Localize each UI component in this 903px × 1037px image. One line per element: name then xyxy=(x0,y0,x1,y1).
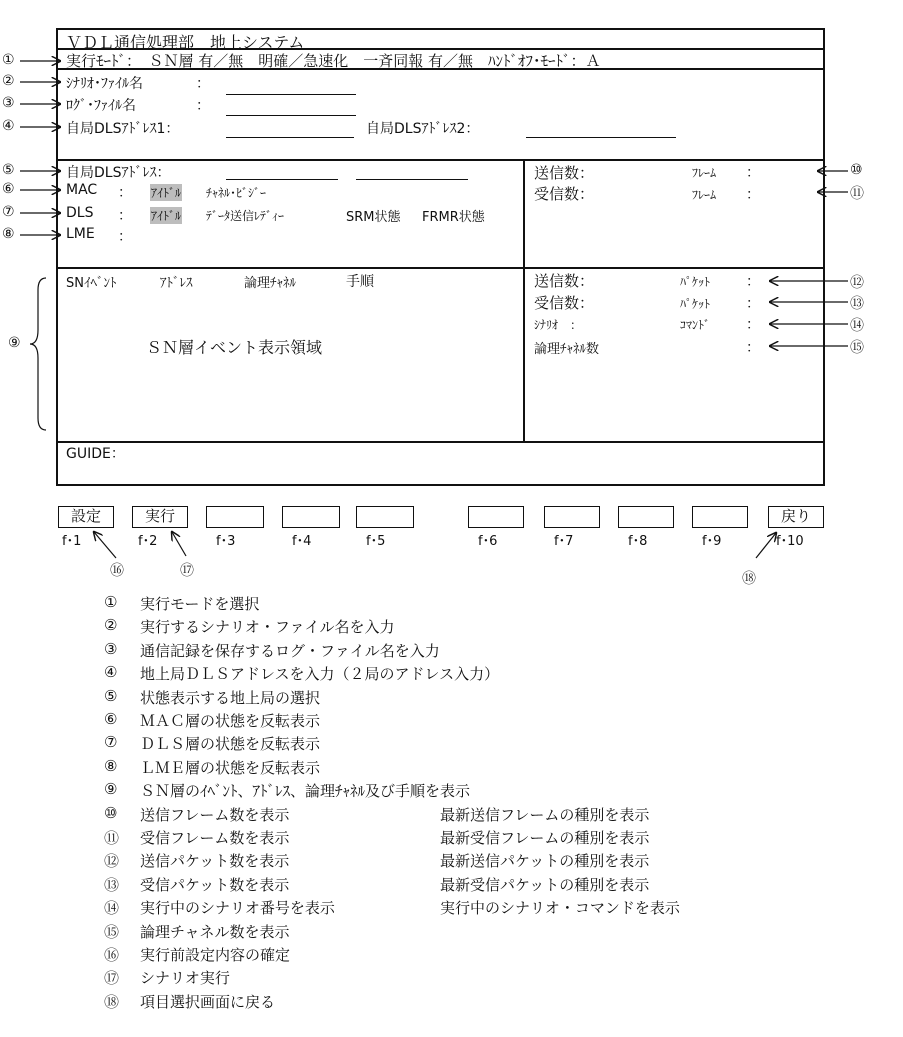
arrow-16 xyxy=(94,532,116,558)
legend-text: 項目選択画面に戻る xyxy=(140,993,276,1011)
legend-text: ＳＮ層のｲﾍﾞﾝﾄ、ｱﾄﾞﾚｽ、論理ﾁｬﾈﾙ及び手順を表示 xyxy=(140,782,471,800)
legend-text: 送信パケット数を表示 xyxy=(140,852,290,870)
screen-title: ＶＤＬ通信処理部 地上システム xyxy=(66,33,305,52)
callout-15: ⑮ xyxy=(850,340,864,356)
legend-number: ① xyxy=(104,593,118,611)
mac-state-idle: ｱｲﾄﾞﾙ xyxy=(151,186,182,200)
legend-number: ⑰ xyxy=(104,969,120,987)
lme-label: LME xyxy=(66,226,95,242)
dls-state-idle: ｱｲﾄﾞﾙ xyxy=(151,209,182,223)
f9-key-label: f･9 xyxy=(702,534,722,549)
dls-address-label: 自局DLSｱﾄﾞﾚｽ： xyxy=(66,165,171,181)
callout-1: ① xyxy=(2,52,15,68)
legend-number: ⑧ xyxy=(104,757,118,775)
legend-number: ⑤ xyxy=(104,687,118,705)
legend-text: ＭＡＣ層の状態を反転表示 xyxy=(140,712,321,730)
legend-text: 実行するシナリオ・ファイル名を入力 xyxy=(140,618,395,636)
frames-recv-unit: ﾌﾚｰﾑ xyxy=(692,188,717,202)
legend-number: ⑱ xyxy=(104,993,120,1011)
legend-number: ⑦ xyxy=(104,733,118,751)
guide-label: GUIDE： xyxy=(66,446,125,462)
callout-10: ⑩ xyxy=(850,162,863,178)
f7-key-label: f･7 xyxy=(554,534,574,549)
legend-number: ⑮ xyxy=(104,923,120,941)
callout-16: ⑯ xyxy=(110,563,124,579)
f10-back-button[interactable]: 戻り xyxy=(768,506,824,528)
callout-17: ⑰ xyxy=(180,563,194,579)
mac-label: MAC xyxy=(66,182,98,198)
legend-text: シナリオ実行 xyxy=(140,969,230,987)
logical-channel-count-colon: ： xyxy=(746,340,760,356)
scenario-status-label: ｼﾅﾘｵ ： xyxy=(534,318,583,332)
col-sn-event: SNｲﾍﾞﾝﾄ xyxy=(66,276,117,291)
legend-text: 受信フレーム数を表示 xyxy=(140,829,290,847)
f1-set-button[interactable]: 設定 xyxy=(58,506,114,528)
callout-7: ⑦ xyxy=(2,204,15,220)
legend-number: ③ xyxy=(104,640,118,658)
legend-number: ⑬ xyxy=(104,876,120,894)
legend-text: 通信記録を保存するログ・ファイル名を入力 xyxy=(140,642,440,660)
dls2-label: 自局DLSｱﾄﾞﾚｽ2： xyxy=(366,121,480,137)
legend-text-secondary: 最新受信フレームの種別を表示 xyxy=(440,829,650,847)
arrow-17 xyxy=(172,532,186,556)
legend-text: 状態表示する地上局の選択 xyxy=(140,689,321,707)
legend-number: ⑭ xyxy=(104,899,120,917)
frames-recv-colon: ： xyxy=(746,187,760,203)
f1-key-label: f･1 xyxy=(62,534,82,549)
mac-state-busy: ﾁｬﾈﾙ･ﾋﾞｼﾞｰ xyxy=(206,186,267,200)
legend-number: ⑪ xyxy=(104,829,120,847)
f5-key-label: f･5 xyxy=(366,534,386,549)
logical-channel-count-label: 論理ﾁｬﾈﾙ数 xyxy=(534,342,600,357)
legend-number: ④ xyxy=(104,663,118,681)
legend-number: ⑯ xyxy=(104,946,120,964)
log-file-label: ﾛｸﾞ･ﾌｧｲﾙ名 xyxy=(66,98,136,114)
scenario-status-colon: ： xyxy=(746,317,760,333)
callout-6: ⑥ xyxy=(2,181,15,197)
frames-recv-label: 受信数： xyxy=(534,185,595,203)
packets-recv-label: 受信数： xyxy=(534,294,595,312)
packets-recv-unit: ﾊﾟｹｯﾄ xyxy=(680,297,711,311)
legend-text: 受信パケット数を表示 xyxy=(140,876,290,894)
f10-key-label: f･10 xyxy=(776,534,804,549)
dls-state-srm: SRM状態 xyxy=(346,210,401,225)
callout-8: ⑧ xyxy=(2,226,15,242)
f3-key-label: f･3 xyxy=(216,534,236,549)
frames-sent-label: 送信数： xyxy=(534,164,595,182)
frames-sent-colon: ： xyxy=(746,165,760,181)
dls-label: DLS xyxy=(66,205,94,221)
packets-sent-unit: ﾊﾟｹｯﾄ xyxy=(680,275,711,289)
legend-number: ⑩ xyxy=(104,804,118,822)
dls-colon: ： xyxy=(118,208,132,224)
dls1-label: 自局DLSｱﾄﾞﾚｽ1： xyxy=(66,121,180,137)
callout-3: ③ xyxy=(2,95,15,111)
f4-key-label: f･4 xyxy=(292,534,312,549)
legend-text-secondary: 最新送信フレームの種別を表示 xyxy=(440,806,650,824)
legend-text-secondary: 最新送信パケットの種別を表示 xyxy=(440,852,650,870)
legend-text: 送信フレーム数を表示 xyxy=(140,806,290,824)
callout-14: ⑭ xyxy=(850,318,864,334)
scenario-status-unit: ｺﾏﾝﾄﾞ xyxy=(680,318,711,332)
col-address: ｱﾄﾞﾚｽ xyxy=(160,276,193,291)
legend-text: ＬＭＥ層の状態を反転表示 xyxy=(140,759,321,777)
legend-text-secondary: 最新受信パケットの種別を表示 xyxy=(440,876,650,894)
mac-colon: ： xyxy=(118,185,132,201)
callout-18: ⑱ xyxy=(742,571,756,587)
f6-key-label: f･6 xyxy=(478,534,498,549)
legend-number: ⑫ xyxy=(104,852,120,870)
packets-sent-label: 送信数： xyxy=(534,272,595,290)
legend-number: ⑥ xyxy=(104,710,118,728)
legend-number: ② xyxy=(104,616,118,634)
frames-sent-unit: ﾌﾚｰﾑ xyxy=(692,166,717,180)
f8-key-label: f･8 xyxy=(628,534,648,549)
legend-text-secondary: 実行中のシナリオ・コマンドを表示 xyxy=(440,899,680,917)
callout-11: ⑪ xyxy=(850,186,864,202)
legend-text: 実行中のシナリオ番号を表示 xyxy=(140,899,335,917)
dls-state-ready: ﾃﾞｰﾀ送信ﾚﾃﾞｨｰ xyxy=(206,209,285,223)
callout-12: ⑫ xyxy=(850,275,864,291)
legend-text: 実行前設定内容の確定 xyxy=(140,946,291,964)
col-logical-channel: 論理ﾁｬﾈﾙ xyxy=(244,276,297,291)
scenario-file-label: ｼﾅﾘｵ･ﾌｧｲﾙ名 xyxy=(66,76,143,92)
packets-sent-colon: ： xyxy=(746,274,760,290)
scenario-colon: ： xyxy=(196,76,210,92)
legend-text: 論理チャネル数を表示 xyxy=(140,923,290,941)
legend-text: 実行モードを選択 xyxy=(140,595,260,613)
packets-recv-colon: ： xyxy=(746,296,760,312)
legend-text: ＤＬＳ層の状態を反転表示 xyxy=(140,735,321,753)
f2-run-button[interactable]: 実行 xyxy=(132,506,188,528)
legend-number: ⑨ xyxy=(104,780,118,798)
callout-4: ④ xyxy=(2,118,15,134)
lme-colon: ： xyxy=(118,229,132,245)
callout-2: ② xyxy=(2,73,15,89)
brace-9 xyxy=(30,278,46,430)
legend-text: 地上局ＤＬＳアドレスを入力（２局のアドレス入力） xyxy=(140,665,500,683)
f2-key-label: f･2 xyxy=(138,534,158,549)
sn-event-display-area: ＳＮ層イベント表示領域 xyxy=(146,338,323,357)
callout-5: ⑤ xyxy=(2,162,15,178)
col-procedure: 手順 xyxy=(346,274,374,290)
dls-state-frmr: FRMR状態 xyxy=(422,210,485,225)
callout-9: ⑨ xyxy=(8,335,21,351)
callout-13: ⑬ xyxy=(850,296,864,312)
mode-bar[interactable]: 実行ﾓｰﾄﾞ： ＳＮ層 有／無 明確／急速化 一斉同報 有／無 ﾊﾝﾄﾞｵﾌ･ﾓｰﾄﾞ：Ａ xyxy=(66,52,601,70)
arrow-18 xyxy=(756,533,776,558)
log-colon: ： xyxy=(196,98,210,114)
